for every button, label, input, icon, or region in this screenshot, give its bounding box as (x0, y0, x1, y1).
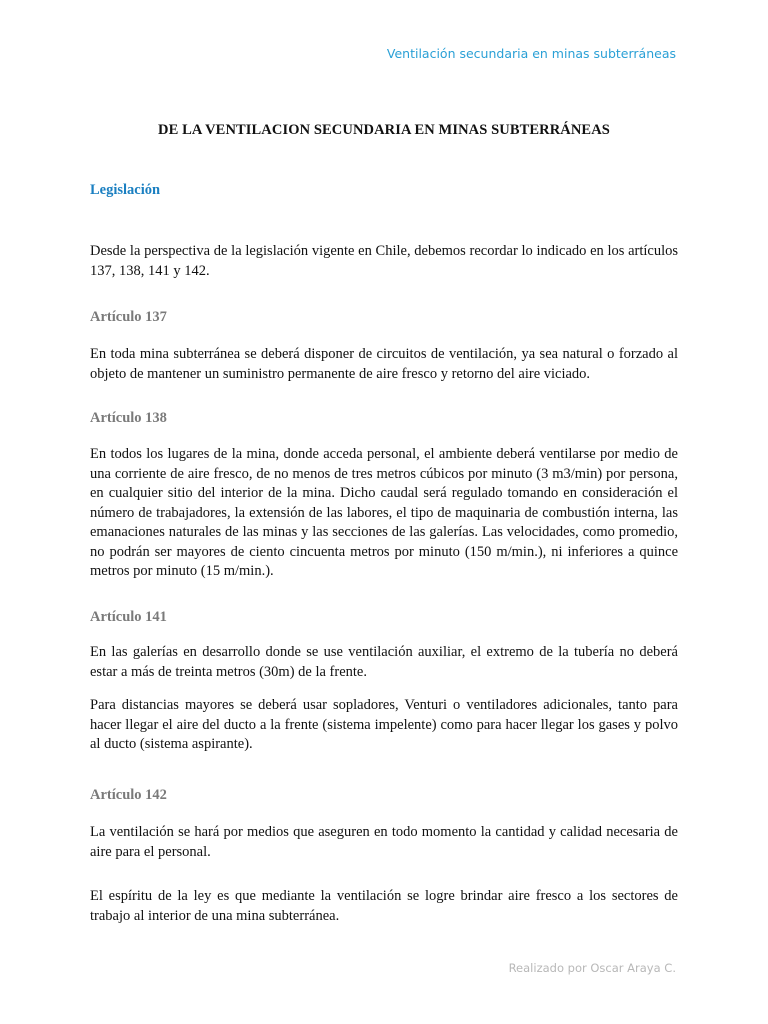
article-141-heading: Artículo 141 (90, 609, 167, 625)
article-141-paragraph-2: Para distancias mayores se deberá usar sopladores, Venturi o ventiladores adicionales, tanto para hacer llegar el aire del ducto a la frente (sistema impelente) como para hacer llegar los gases y polvo al ducto (sistema aspirante). (90, 697, 678, 752)
article-142-heading: Artículo 142 (90, 787, 167, 803)
article-137-paragraph: En toda mina subterránea se deberá disponer de circuitos de ventilación, ya sea natural o forzado al objeto de mantener un suministro permanente de aire fresco y retorno del aire viciado. (90, 346, 678, 382)
intro-paragraph: Desde la perspectiva de la legislación vigente en Chile, debemos recordar lo indicado en los artículos 137, 138, 141 y 142. (90, 243, 678, 279)
section-heading: Legislación (90, 182, 161, 198)
article-137-heading: Artículo 137 (90, 309, 167, 325)
article-142-paragraph: La ventilación se hará por medios que aseguren en todo momento la cantidad y calidad necesaria de aire para el personal. (90, 824, 678, 860)
article-141-paragraph-1: En las galerías en desarrollo donde se use ventilación auxiliar, el extremo de la tubería no deberá estar a más de treinta metros (30m) de la frente. (90, 644, 678, 680)
article-138-paragraph: En todos los lugares de la mina, donde acceda personal, el ambiente deberá ventilarse por medio de una corriente de aire fresco, de no menos de tres metros cúbicos por minuto (3 m3/min) por persona, en cualquier sitio del interior de la mina. Dicho caudal será regulado tomando en consideración el número de trabajadores, la extensión de las labores, el tipo de maquinaria de combustión interna, las emanaciones naturales de las minas y las secciones de las galerías. Las velocidades, como promedio, no podrán ser mayores de ciento cincuenta metros por minuto (150 m/min.), ni inferiores a quince metros por minuto (15 m/min.). (90, 446, 678, 579)
closing-paragraph: El espíritu de la ley es que mediante la ventilación se logre brindar aire fresco a los sectores de trabajo al interior de una mina subterránea. (90, 888, 678, 924)
footer-author: Realizado por Oscar Araya C. (508, 961, 676, 975)
article-138-heading: Artículo 138 (90, 410, 167, 426)
running-header: Ventilación secundaria en minas subterráneas (386, 46, 676, 61)
document-title: DE LA VENTILACION SECUNDARIA EN MINAS SUBTERRÁNEAS (158, 122, 610, 138)
